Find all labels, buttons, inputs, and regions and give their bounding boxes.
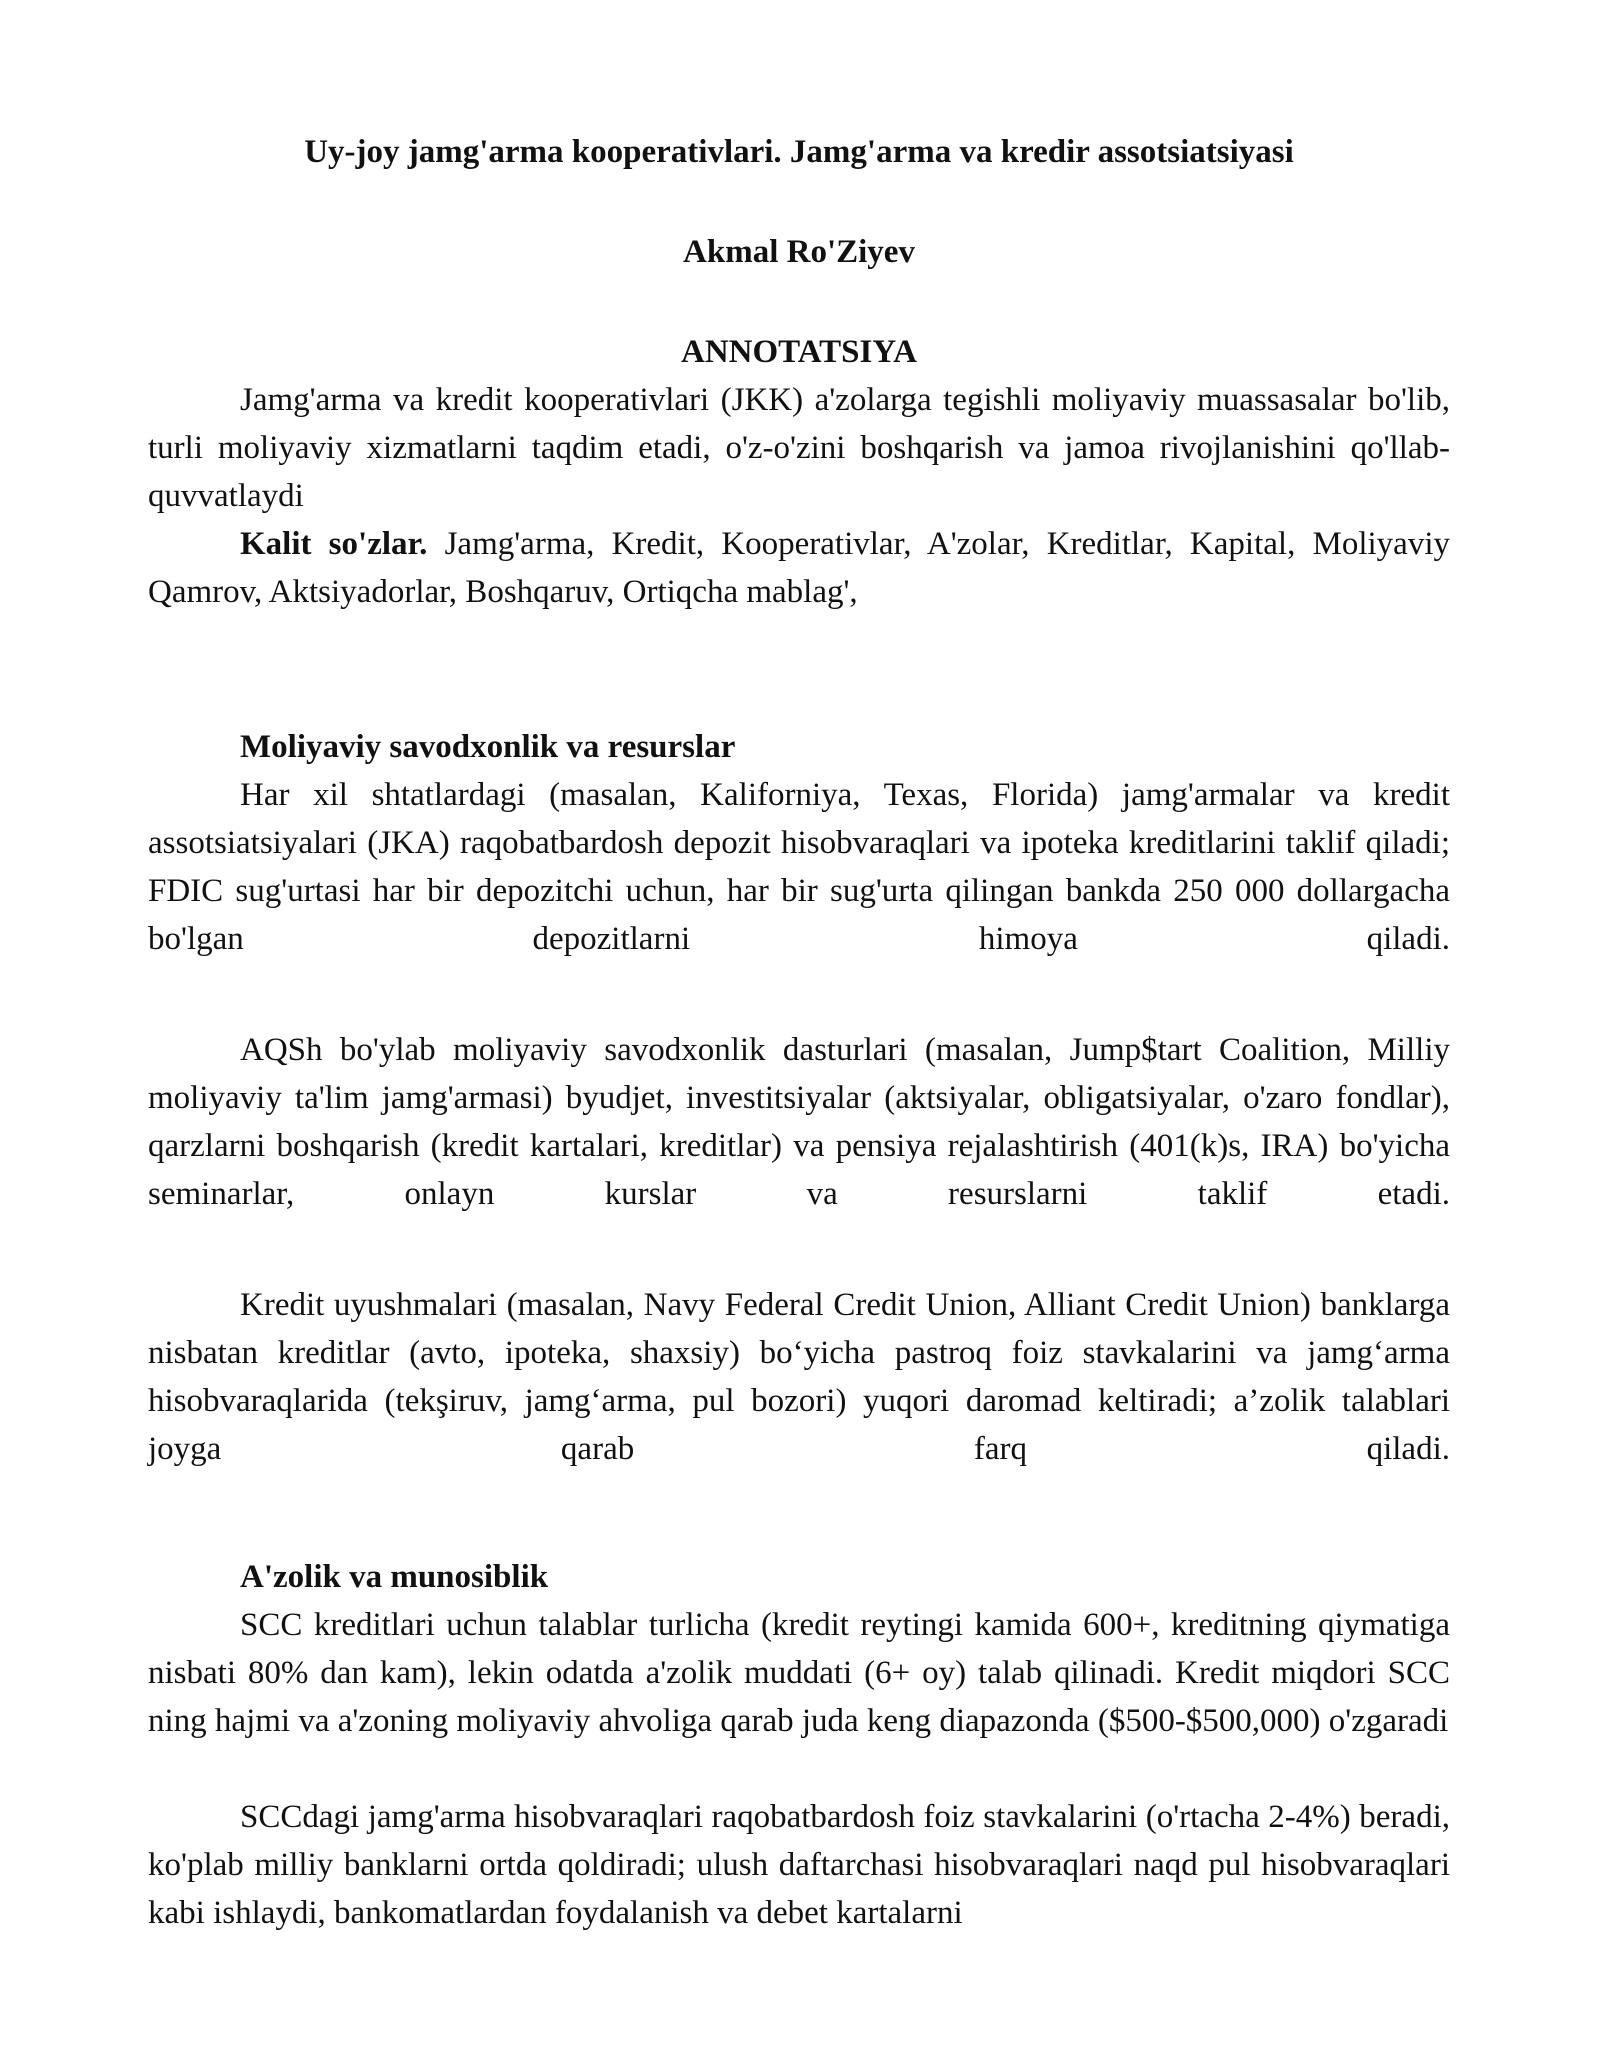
section1-paragraph-1: Har xil shtatlardagi (masalan, Kaliforniya, Texas, Florida) jamg'armalar va kredit assotsiatsiyalari (JKA) raqobatbardosh depozit hisobvaraqlari va ipoteka kreditlarini taklif qiladi; FDIC sug'urtasi har bir depozitchi uchun, har bir sug'urta qilingan bankda 250 000 dollargacha bo'lgan depozitlarni himoya qiladi. [148, 777, 1450, 957]
annotation-paragraph: Jamg'arma va kredit kooperativlari (JKK) a'zolarga tegishli moliyaviy muassasalar bo'lib, turli moliyaviy xizmatlarni taqdim etadi, o'z-o'zini boshqarish va jamoa rivojlanishini qo'llab-quvvatlaydi [148, 382, 1450, 514]
section2-paragraph-2: SCCdagi jamg'arma hisobvaraqlari raqobatbardosh foiz stavkalarini (o'rtacha 2-4%) beradi, ko'plab milliy banklarni ortda qoldiradi; ulush daftarchasi hisobvaraqlari naqd pul hisobvaraqlari kabi ishlaydi, bankomatlardan foydalanish va debet kartalarni [148, 1799, 1450, 1931]
section-heading-membership: A'zolik va munosiblik [240, 1559, 549, 1595]
section1-paragraph-3: Kredit uyushmalari (masalan, Navy Federal Credit Union, Alliant Credit Union) banklarga nisbatan kreditlar (avto, ipoteka, shaxsiy) bo‘yicha pastroq foiz stavkalarini va jamg‘arma hisobvaraqlarida (tekşiruv, jamg‘arma, pul bozori) yuqori daromad keltiradi; a’zolik talablari joyga qarab farq qiladi. [148, 1287, 1450, 1467]
keywords-paragraph [148, 520, 1450, 616]
section1-paragraph-2: AQSh bo'ylab moliyaviy savodxonlik dasturlari (masalan, Jump$tart Coalition, Milliy moliyaviy ta'lim jamg'armasi) byudjet, investitsiyalar (aktsiyalar, obligatsiyalar, o'zaro fondlar), qarzlarni boshqarish (kredit kartalari, kreditlar) va pensiya rejalashtirish (401(k)s, IRA) bo'yicha seminarlar, onlayn kurslar va resurslarni taklif etadi. [148, 1032, 1450, 1212]
author-name: Akmal Ro'Ziyev [683, 234, 915, 270]
document-title: Uy-joy jamg'arma kooperativlari. Jamg'arma va kredir assotsiatsiyasi [304, 134, 1294, 170]
document-page [148, 128, 1450, 1937]
section2-paragraph-1: SCC kreditlari uchun talablar turlicha (kredit reytingi kamida 600+, kreditning qiymatiga nisbati 80% dan kam), lekin odatda a'zolik muddati (6+ oy) talab qilinadi. Kredit miqdori SCC ning hajmi va a'zoning moliyaviy ahvoliga qarab juda keng diapazonda ($500-$500,000) o'zgaradi [148, 1607, 1450, 1739]
keywords-list: Jamg'arma, Kredit, Kooperativlar, A'zolar, Kreditlar, Kapital, Moliyaviy Qamrov, Aktsiyadorlar, Boshqaruv, Ortiqcha mablag', [148, 526, 1450, 610]
section-heading-financial-literacy: Moliyaviy savodxonlik va resurslar [240, 729, 736, 765]
annotation-heading: ANNOTATSIYA [681, 334, 917, 370]
keywords-label: Kalit so'zlar. [240, 526, 428, 562]
